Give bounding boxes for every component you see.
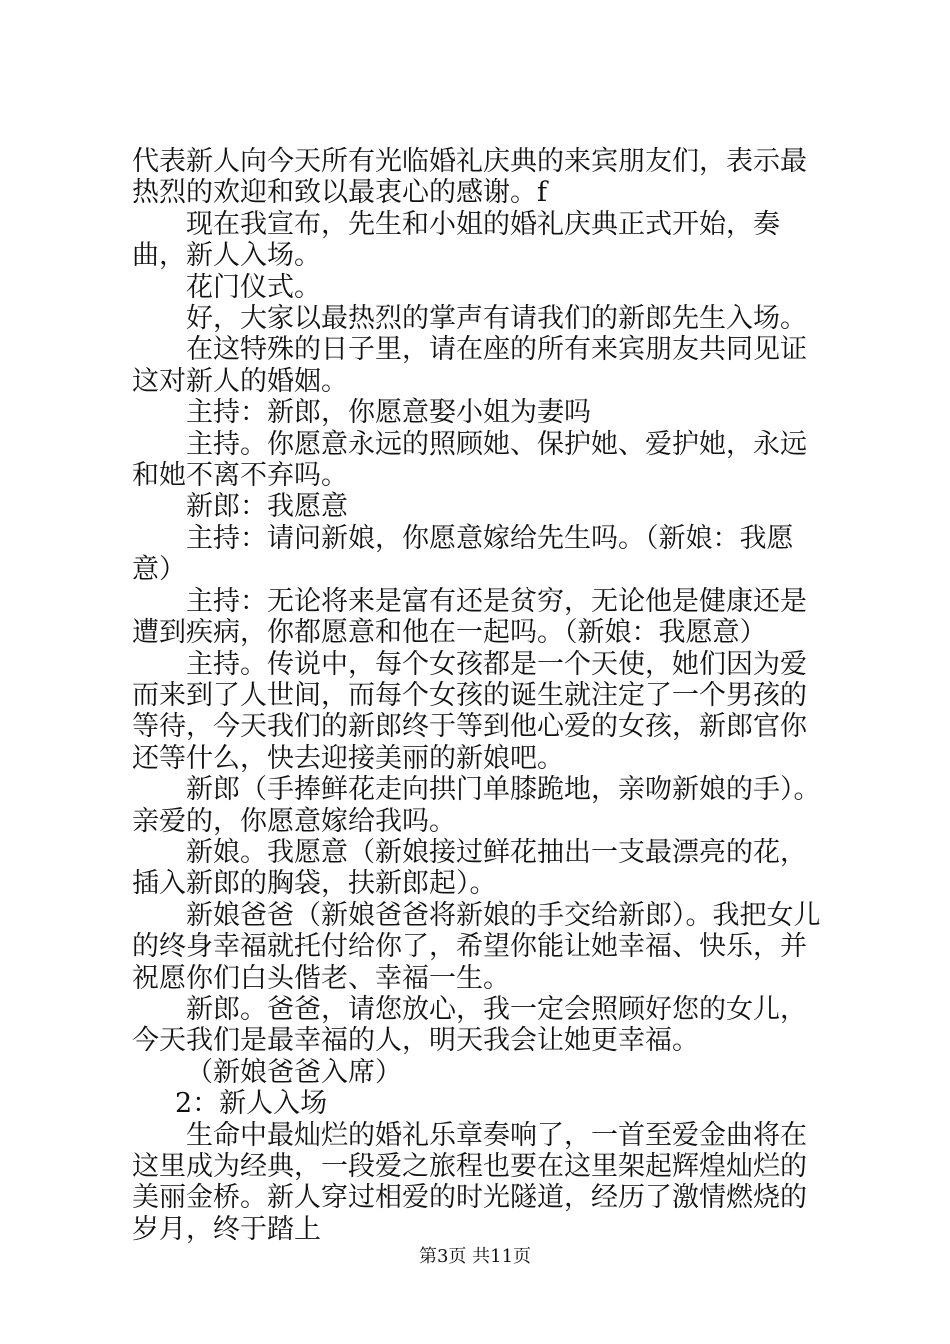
paragraph-16: （新娘爸爸入席） bbox=[186, 1056, 402, 1088]
paragraph-3: 花门仪式。 bbox=[186, 271, 321, 303]
document-body bbox=[132, 146, 832, 1245]
paragraph-13: 新娘。我愿意（新娘接过鲜花抽出一支最漂亮的花，插入新郎的胸袋，扶新郎起）。 bbox=[132, 836, 807, 900]
page-footer: 第3页 共11页 bbox=[418, 1246, 532, 1267]
paragraph-7: 主持。你愿意永远的照顾她、保护她、爱护她，永远和她不离不弃吗。 bbox=[132, 428, 807, 492]
paragraph-9: 主持：请问新娘，你愿意嫁给先生吗。（新娘：我愿意） bbox=[132, 522, 794, 586]
paragraph-18: 生命中最灿烂的婚礼乐章奏响了，一首至爱金曲将在这里成为经典，一段爱之旅程也要在这里架起辉煌灿烂的美丽金桥。新人穿过相爱的时光隧道，经历了激情燃烧的岁月，终于踏上 bbox=[132, 1119, 807, 1245]
paragraph-8: 新郎：我愿意 bbox=[186, 491, 348, 523]
paragraph-2: 现在我宣布，先生和小姐的婚礼庆典正式开始，奏曲，新人入场。 bbox=[132, 208, 780, 272]
paragraph-5: 在这特殊的日子里，请在座的所有来宾朋友共同见证这对新人的婚姻。 bbox=[132, 334, 807, 397]
paragraph-11: 主持。传说中，每个女孩都是一个天使，她们因为爱而来到了人世间，而每个女孩的诞生就注定了一个男孩的等待，今天我们的新郎终于等到他心爱的女孩，新郎官你还等什么，快去迎接美丽的新娘吧。 bbox=[132, 648, 807, 774]
paragraph-12: 新郎（手捧鲜花走向拱门单膝跪地，亲吻新娘的手）。亲爱的，你愿意嫁给我吗。 bbox=[132, 774, 821, 837]
paragraph-15: 新郎。爸爸，请您放心，我一定会照顾好您的女儿，今天我们是最幸福的人，明天我会让她更幸福。 bbox=[132, 993, 807, 1057]
section-heading: 2：新人入场 bbox=[175, 1088, 328, 1120]
paragraph-1: 代表新人向今天所有光临婚礼庆典的来宾朋友们，表示最热烈的欢迎和致以最衷心的感谢。f bbox=[132, 146, 807, 209]
paragraph-14: 新娘爸爸（新娘爸爸将新娘的手交给新郎）。我把女儿的终身幸福就托付给你了，希望你能让她幸福、快乐，并祝愿你们白头偕老、幸福一生。 bbox=[132, 899, 821, 994]
paragraph-10: 主持：无论将来是富有还是贫穷，无论他是健康还是遭到疾病，你都愿意和他在一起吗。（新娘：我愿意） bbox=[132, 585, 807, 649]
paragraph-6: 主持：新郎，你愿意娶小姐为妻吗 bbox=[186, 397, 591, 429]
paragraph-4: 好，大家以最热烈的掌声有请我们的新郎先生入场。 bbox=[186, 303, 807, 335]
